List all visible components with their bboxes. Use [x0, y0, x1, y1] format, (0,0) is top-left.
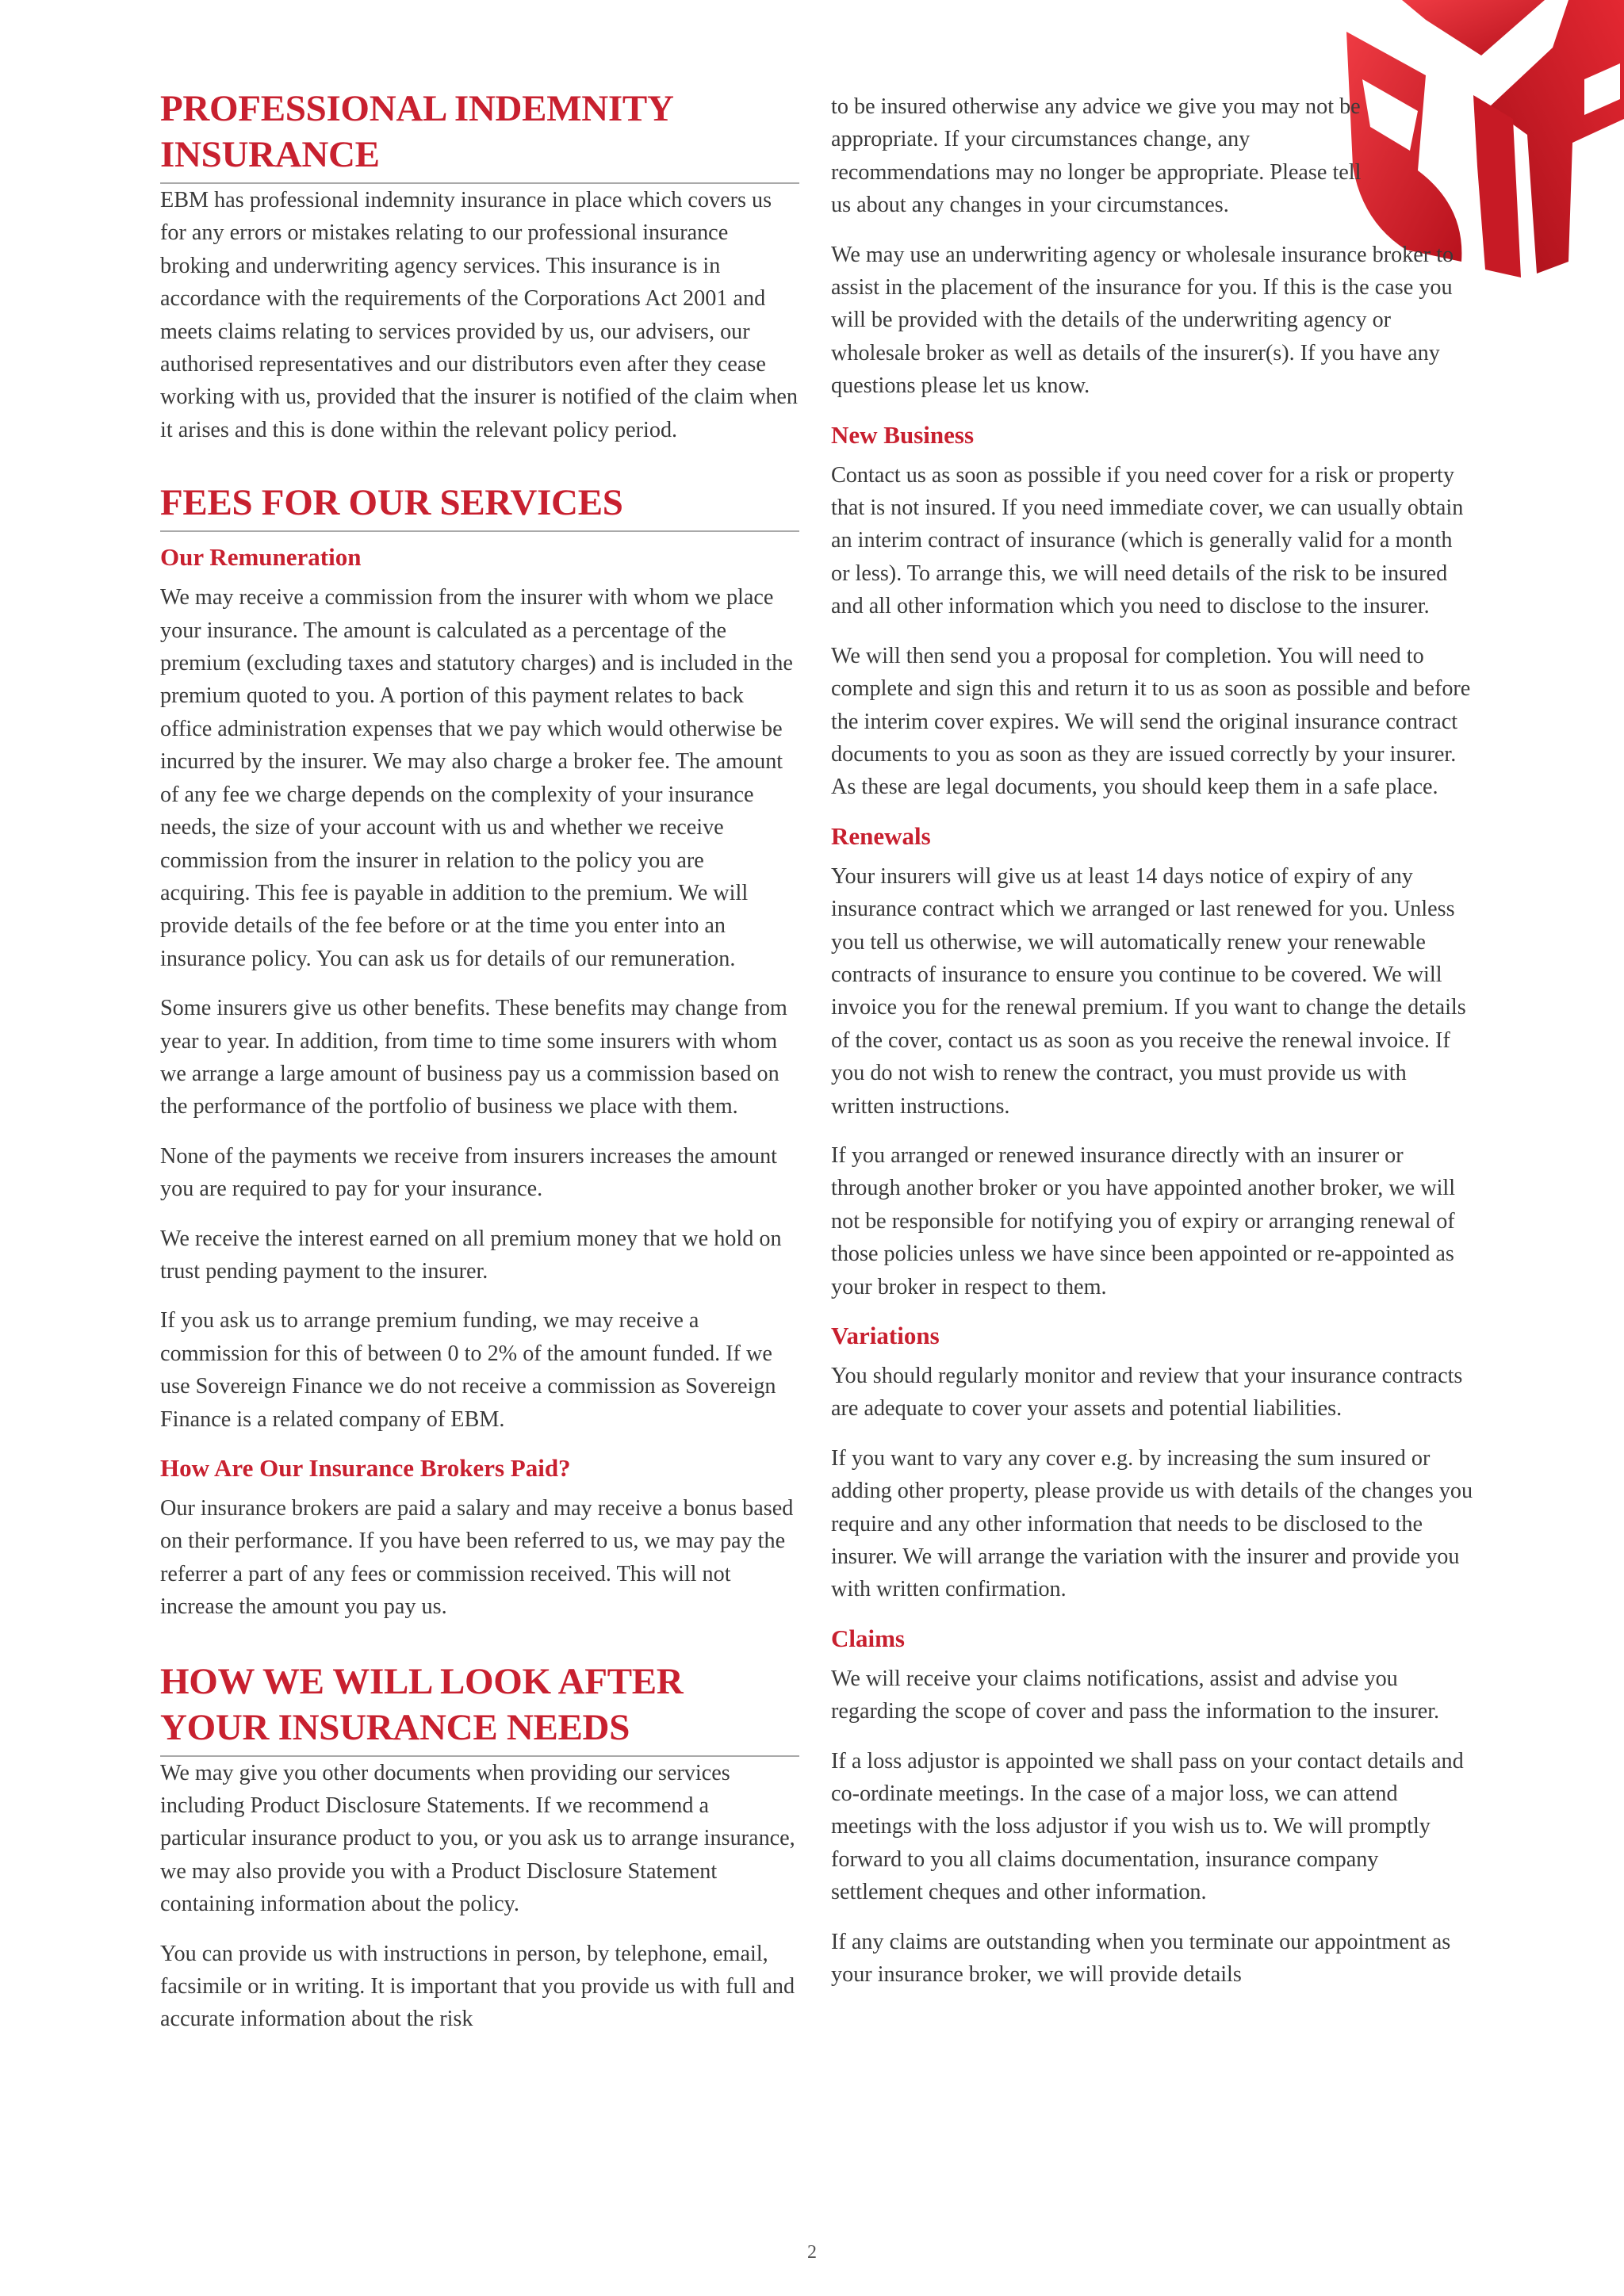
- remuneration-paragraph: If you ask us to arrange premium funding, we may receive a commission for this of between 0 to 2% of the amount funded. If we use Sovereign Finance we do not receive a commission as Sovereign Finance is a related company of EBM.: [160, 1308, 776, 1432]
- professional-indemnity-heading: PROFESSIONAL INDEMNITY INSURANCE: [160, 86, 799, 184]
- variations-subheading: Variations: [831, 1322, 940, 1349]
- remuneration-paragraph: We may receive a commission from the insurer with whom we place your insurance. The amount is calculated as a percentage of the premium (excluding taxes and statutory charges) and is included in the premium quoted to you. A portion of this payment relates to back office administration expenses that we pay which would otherwise be incurred by the insurer. We may also charge a broker fee. The amount of any fee we charge depends on the complexity of your insurance needs, the size of your account with us and whether we receive commission from the insurer in relation to the policy you are acquiring. This fee is payable in addition to the premium. We will provide details of the fee before or at the time you enter into an insurance policy. You can ask us for details of our remuneration.: [160, 585, 793, 971]
- brokers-paid-subheading: How Are Our Insurance Brokers Paid?: [160, 1454, 571, 1482]
- variations-paragraph: If you want to vary any cover e.g. by increasing the sum insured or adding other property, please provide us with details of the changes you require and any other information that needs to be disclosed to the insurer. We will arrange the variation with the insurer and provide you with written confirmation.: [831, 1445, 1473, 1602]
- underwriting-paragraph: We may use an underwriting agency or wholesale insurance broker to assist in the placement of the insurance for you. If this is the case you will be provided with the details of the underwriting agency or wholesale broker as well as details of the insurer(s). If you have any questions please let us know.: [831, 242, 1454, 399]
- fees-heading: FEES FOR OUR SERVICES: [160, 480, 799, 532]
- remuneration-paragraph: Some insurers give us other benefits. These benefits may change from year to year. In addition, from time to time some insurers with whom we arrange a large amount of business pay us a commission based on the performance of the portfolio of business we place with them.: [160, 996, 787, 1119]
- look-after-paragraph: You can provide us with instructions in person, by telephone, email, facsimile or in writing. It is important that you provide us with full and accurate information about the risk: [160, 1941, 795, 2032]
- new-business-paragraph: We will then send you a proposal for completion. You will need to complete and sign this and return it to us as soon as possible and before the interim cover expires. We will send the original insurance contract documents to you as soon as they are issued correctly by your insurer. As these are legal documents, you should keep them in a safe place.: [831, 643, 1471, 800]
- new-business-paragraph: Contact us as soon as possible if you need cover for a risk or property that is not insured. If you need immediate cover, we can usually obtain an interim contract of insurance (which is generally valid for a month or less). To arrange this, we will need details of the risk to be insured and all other information which you need to disclose to the insurer.: [831, 462, 1464, 619]
- our-remuneration-subheading: Our Remuneration: [160, 543, 362, 572]
- claims-paragraph: If a loss adjustor is appointed we shall pass on your contact details and co-ordinate meetings. In the case of a major loss, we can attend meetings with the loss adjustor if you wish us to. We will promptly forward to you all claims documentation, insurance company settlement cheques and other information.: [831, 1748, 1464, 1905]
- claims-subheading: Claims: [831, 1624, 905, 1652]
- look-after-heading: HOW WE WILL LOOK AFTER YOUR INSURANCE NEEDS: [160, 1659, 799, 1757]
- page-number: 2: [807, 2242, 817, 2263]
- new-business-subheading: New Business: [831, 420, 975, 449]
- continued-paragraph: to be insured otherwise any advice we give you may not be appropriate. If your circumstances change, any recommendations may no longer be appropriate. Please tell us about any changes in your circumstances.: [831, 94, 1362, 218]
- brokers-paid-paragraph: Our insurance brokers are paid a salary and may receive a bonus based on their performance. If you have been referred to us, we may pay the referrer a part of any fees or commission received. This will not increase the amount you pay us.: [160, 1496, 794, 1620]
- renewals-paragraph: If you arranged or renewed insurance directly with an insurer or through another broker or you have appointed another broker, we will not be responsible for notifying you of expiry or arranging renewal of those policies unless we have since been appointed or re-appointed as your broker in respect to them.: [831, 1142, 1456, 1299]
- remuneration-paragraph: We receive the interest earned on all premium money that we hold on trust pending payment to the insurer.: [160, 1226, 782, 1284]
- variations-paragraph: You should regularly monitor and review that your insurance contracts are adequate to cover your assets and potential liabilities.: [831, 1364, 1463, 1422]
- look-after-paragraph: We may give you other documents when providing our services including Product Disclosure Statements. If we recommend a particular insurance product to you, or you ask us to arrange insurance, we may also provide you with a Product Disclosure Statement containing information about the policy.: [160, 1760, 795, 1917]
- claims-paragraph: If any claims are outstanding when you terminate our appointment as your insurance broker, we will provide details: [831, 1929, 1451, 1988]
- professional-indemnity-paragraph: EBM has professional indemnity insurance in place which covers us for any errors or mistakes relating to our professional insurance broking and underwriting agency services. This insurance is in accordance with the requirements of the Corporations Act 2001 and meets claims relating to services provided by us, our advisers, our authorised representatives and our distributors even after they cease working with us, provided that the insurer is notified of the claim when it arises and this is done within the relevant policy period.: [160, 188, 798, 442]
- renewals-subheading: Renewals: [831, 821, 931, 850]
- remuneration-paragraph: None of the payments we receive from insurers increases the amount you are required to pay for your insurance.: [160, 1143, 778, 1202]
- claims-paragraph: We will receive your claims notifications, assist and advise you regarding the scope of cover and pass the information to the insurer.: [831, 1666, 1440, 1724]
- left-column: [160, 86, 799, 2053]
- right-column: [831, 90, 1475, 2008]
- renewals-paragraph: Your insurers will give us at least 14 days notice of expiry of any insurance contract which we arranged or last renewed for you. Unless you tell us otherwise, we will automatically renew your renewable contracts of insurance to ensure you continue to be covered. We will invoice you for the renewal premium. If you want to change the details of the cover, contact us as soon as you receive the renewal invoice. If you do not wish to renew the contract, you must provide us with written instructions.: [831, 863, 1466, 1119]
